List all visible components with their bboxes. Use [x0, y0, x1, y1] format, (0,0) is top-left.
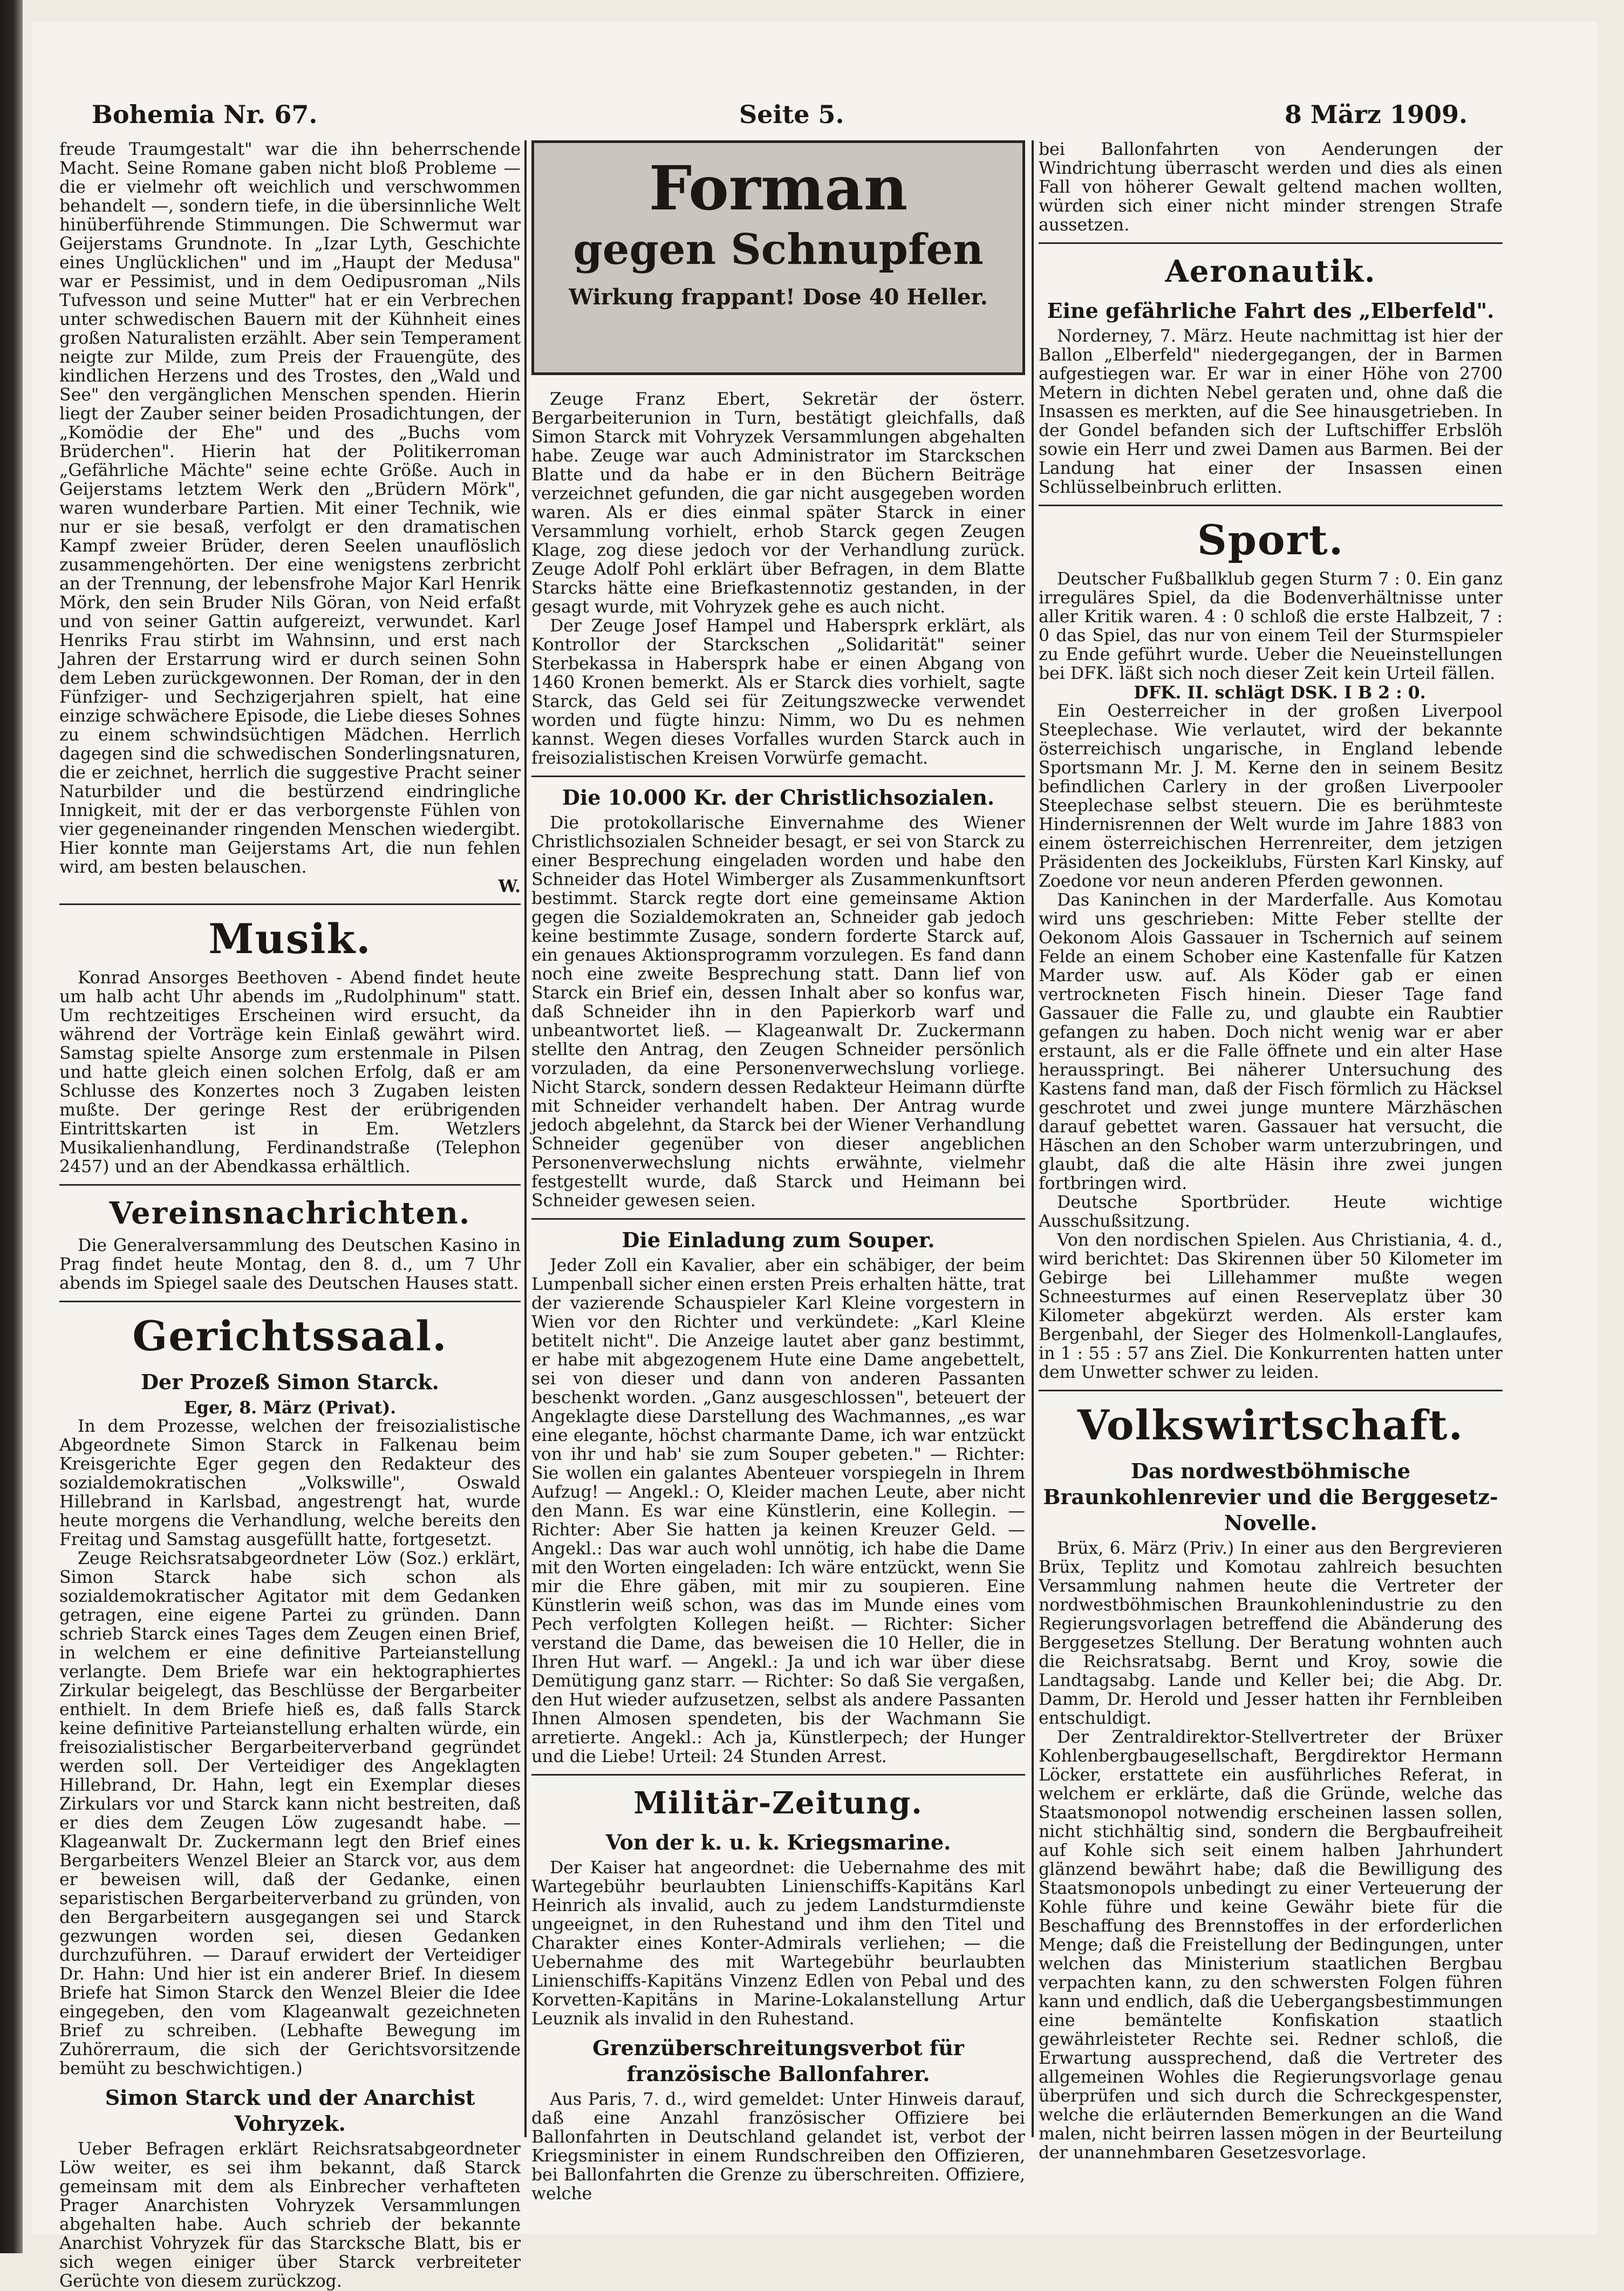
headline-elberfeld: Eine gefährliche Fahrt des „Elberfeld". — [1047, 298, 1495, 323]
article-kriegsmarine: Der Kaiser hat angeordnet: die Uebernahme des mit Wartegebühr beurlaubten Linienschiffs-Kapitäns Karl Heinrich als invalid, auch zu jedem Landsturmdienste ungeeignet, in den Ruhestand und ihm den Titel und Charakter eines Konter-Admirals verliehen; — die Uebernahme des mit Wartegebühr beurlaubten Linienschiffs-Kapitäns Vinzenz Edlen von Pebal und des Korvetten-Kapitäns in Marine-Lokalanstellung Artur Leuznik als invalid in den Ruhestand. — [531, 1858, 1025, 2029]
header-date: 8 März 1909. — [1284, 100, 1468, 129]
header-page-number: Seite 5. — [739, 100, 844, 129]
column-left — [59, 140, 521, 2291]
article-prozess-p2: Zeuge Reichsratsabgeordneter Löw (Soz.) erklärt, Simon Starck habe sich schon als sozialdemokratischer Agitator mit dem Gedanken getragen, eine eigene Partei zu gründen. Dann schrieb Starck eines Tages dem Zeugen einen Brief, in welchem er eine definitive Parteianstellung verlangte. Dem Briefe war ein hektographiertes Zirkular beigelegt, das Beschlüsse der Bergarbeiter enthielt. In dem Briefe hieß es, daß falls Starck keine definitive Parteianstellung erhalten würde, ein freisozialistischer Bergarbeiterverband gegründet werden soll. Der Verteidiger des Angeklagten Hillebrand, Dr. Hahn, legt ein Exemplar dieses Zirkulars vor und Starck kann nicht bestreiten, daß er dies dem Zeugen Löw zugesandt habe. — Klageanwalt Dr. Zuckermann legt den Brief eines Bergarbeiters Wenzel Bleier an Starck vor, aus dem er beweisen will, daß der Gedanke, einen separistischen Bergarbeiterverband zu gründen, von den Bergarbeitern ausgegangen sei und Starck gezwungen worden sei, diesen Gedanken durchzuführen. — Darauf erwidert der Verteidiger Dr. Hahn: Und hier ist ein anderer Brief. In diesem Briefe hat Simon Starck den Wenzel Bleier die Idee eingegeben, den vom Klageanwalt gezeichneten Brief zu schreiben. (Lebhafte Bewegung im Zuhörerraum, die sich der Gerichtsvorsitzende bemüht zu beschwichtigen.) — [59, 1549, 521, 2078]
article-fussball: Deutscher Fußballklub gegen Sturm 7 : 0. Ein ganz irreguläres Spiel, da die Bodenverhältnisse unter aller Kritik waren. 4 : 0 schloß die erste Halbzeit, 7 : 0 das Spiel, das nur von einem Teil der Sturmspieler zu Ende geführt wurde. Ueber die Neueinstellungen bei DFK. läßt sich noch dieser Zeit kein Urteil fällen. — [1039, 569, 1503, 683]
article-bruex-p1: Brüx, 6. März (Priv.) In einer aus den Bergrevieren Brüx, Teplitz und Komotau zahlreich besuchten Versammlung nahmen heute die Vertreter der nordwestböhmischen Braunkohlenindustrie zu den Regierungsvorlagen betreffend die Abänderung des Berggesetzes Stellung. Der Beratung wohnten auch die Reichsratsabg. Bernt und Kroy, sowie die Landtagsabg. Lande und Keller bei; die Abg. Dr. Damm, Dr. Herold und Jesser hatten ihr Fernbleiben entschuldigt. — [1039, 1539, 1503, 1728]
section-title-sport: Sport. — [1197, 516, 1345, 564]
headline-kriegsmarine: Von der k. u. k. Kriegsmarine. — [605, 1830, 951, 1854]
article-anarchist: Ueber Befragen erklärt Reichsratsabgeordneter Löw weiter, es sei ihm bekannt, daß Starck gemeinsam mit dem als Einbrecher verhafteten Prager Anarchisten Vohryzek Versammlungen abgehalten habe. Auch schrieb der bekannte Anarchist Vohryzek für das Starcksche Blatt, bis er sich wegen einiger über Starck verbreiteter Gerüchte von diesem zurückzog. — [59, 2139, 521, 2291]
article-sportbrueder: Deutsche Sportbrüder. Heute wichtige Ausschußsitzung. — [1039, 1193, 1503, 1231]
ad-brand-name: Forman — [649, 153, 908, 224]
article-ansorge: Konrad Ansorges Beethoven - Abend findet heute um halb acht Uhr abends im „Rudolphinum" statt. Um rechtzeitiges Erscheinen wird ersucht, da während der Vorträge kein Einlaß gewährt wird. Samstag spielte Ansorge zum erstenmale in Pilsen und hatte gleich einen solchen Erfolg, daß er am Schlusse des Konzertes noch 3 Zugaben leisten mußte. Der geringe Rest der erübrigenden Eintrittskarten ist in Em. Wetzlers Musikalienhandlung, Ferdinandstraße (Telephon 2457) und an der Abendkassa erhältlich. — [59, 968, 521, 1177]
headline-prozess-starck: Der Prozeß Simon Starck. — [141, 1370, 439, 1394]
advertisement-forman — [531, 140, 1025, 375]
divider — [59, 1184, 521, 1186]
section-title-volkswirtschaft: Volkswirtschaft. — [1077, 1401, 1464, 1449]
article-souper: Jeder Zoll ein Kavalier, aber ein schäbiger, der beim Lumpenball sicher einen ersten Preis erhalten hätte, trat der vazierende Schauspieler Karl Kleine vorgestern in Wien vor den Richter und verkündete: „Karl Kleine betitelt nicht". Die Anzeige lautet aber ganz bestimmt, er habe mit abgezogenem Hute eine Dame angebettelt, sei von dieser und dann von anderen Passanten beschenkt worden. „Ganz ausgeschlossen", beteuert der Angeklagte diese Darstellung des Wachmannes, „es war eine elegante, höchst charmante Dame, ich war entzückt von ihr und hab' sie zum Souper gebeten." — Richter: Sie wollen ein galantes Abenteuer vorspiegeln in Ihrem Aufzug! — Angekl.: O, Kleider machen Leute, aber nicht den Mann. Es war eine Künstlerin, eine Kollegin. — Richter: Aber Sie hatten ja keinen Kreuzer Geld. — Angekl.: Das war auch wohl unnötig, ich habe die Dame mit den Worten eingeladen: Ich wäre entzückt, wenn Sie mir die Ehre gäben, mit mir zu soupieren. Eine Künstlerin weiß schon, was das im Munde eines vom Pech verfolgten Kollegen heißt. — Richter: Sicher verstand die Dame, das beweisen die 10 Heller, die in Ihren Hut warf. — Angekl.: Ja und ich war über diese Demütigung ganz starr. — Richter: So daß Sie vergaßen, den Hut wieder aufzusetzen, selbst als andere Passanten Ihnen Almosen spendeten, bis der Wachmann Sie arretierte. Angekl.: Ach ja, Künstlerpech; der Hunger und die Liebe! Urteil: 24 Stunden Arrest. — [531, 1256, 1025, 1766]
article-ballonfahrer: Aus Paris, 7. d., wird gemeldet: Unter Hinweis darauf, daß eine Anzahl französischer Offiziere bei Ballonfahrten in Deutschland gelandet ist, verbot der Kriegsminister in einem Rundschreiben den Offizieren, bei Ballonfahrten die Grenze zu überschreiten. Offiziere, welche — [531, 2090, 1025, 2204]
article-marderfalle: Das Kaninchen in der Marderfalle. Aus Komotau wird uns geschrieben: Mitte Feber stellte der Oekonom Alois Gassauer in Tschernich auf seinem Felde an einem Schober eine Kastenfalle für Katzen Marder usw. auf. Als Köder gab er einen vertrockneten Fisch hinein. Dieser Tage fand Gassauer die Falle zu, und glaubte ein Raubtier gefangen zu haben. Doch nicht wenig war er aber erstaunt, als er die Falle öffnete und ein alter Hase herausspringt. Bei näherer Untersuchung des Kastens fand man, daß der Fisch förmlich zu Häcksel geschrotet und zwei junge muntere Märzhäschen darauf gebettet waren. Gassauer hat versucht, die Häschen an den Schober warm unterzubringen, und glaubt, daß die alte Häsin ihre zwei jungen fortbringen wird. — [1039, 890, 1503, 1193]
divider — [1039, 505, 1503, 506]
ad-tagline: gegen Schnupfen — [573, 225, 984, 274]
divider — [1039, 242, 1503, 244]
divider — [59, 1301, 521, 1302]
dateline-eger: Eger, 8. März (Privat). — [183, 1398, 397, 1418]
column-rule-2 — [1032, 140, 1034, 2137]
column-middle — [531, 140, 1025, 2204]
page-header — [59, 100, 1468, 143]
headline-10000-kronen: Die 10.000 Kr. der Christlichsozialen. — [562, 785, 995, 810]
header-issue: Bohemia Nr. 67. — [92, 100, 318, 129]
headline-braunkohlenrevier: Das nordwestböhmische Braunkohlenrevier und die Berggesetz-Novelle. — [1043, 1459, 1498, 1535]
article-hampel: Der Zeuge Josef Hampel und Habersprk erklärt, als Kontrollor der Starckschen „Solidarität" seiner Sterbekassa in Habersprk habe er einen Abgang von 1460 Kronen bemerkt. Als er Starck dies vorhielt, sagte Starck, das Geld sei für Zeitungszwecke verwendet worden und fügte hinzu: Nimm, wo Du es nehmen kannst. Wegen dieses Vorfalles wurden Starck auch in freisozialistischen Kreisen Vorwürfe gemacht. — [531, 616, 1025, 768]
article-ballon-cont: bei Ballonfahrten von Aenderungen der Windrichtung überrascht werden und dies als einen Fall von höherer Gewalt geltend machen wollten, würden sich einer nicht minder strengen Strafe aussetzen. — [1039, 140, 1503, 235]
section-title-vereinsnachrichten: Vereinsnachrichten. — [109, 1195, 471, 1231]
divider — [1039, 1390, 1503, 1391]
article-kasino: Die Generalversammlung des Deutschen Kasino in Prag findet heute Montag, den 8. d., um 7 Uhr abends im Spiegel saale des Deutschen Hauses statt. — [59, 1236, 521, 1293]
article-christlichsoziale: Die protokollarische Einvernahme des Wiener Christlichsozialen Schneider besagt, er sei von Starck zu einer Besprechung eingeladen worden und habe den Schneider das Hotel Wimberger als Zusammenkunftsort bestimmt. Starck regte dort eine gemeinsame Aktion gegen die Sozialdemokraten an, Schneider gab jedoch keine bestimmte Zusage, sondern forderte Starck auf, ein genaues Aktionsprogramm vorzulegen. Es fand dann noch eine zweite Besprechung statt. Dann lief von Starck ein Brief ein, dessen Inhalt aber so konfus war, daß Schneider ihn in den Papierkorb warf und unbeantwortet ließ. — Klageanwalt Dr. Zuckermann stellte den Antrag, den Zeugen Schneider persönlich vorzuladen, da eine Personenverwechslung vorliege. Nicht Starck, sondern dessen Redakteur Heimann dürfte mit Schneider verhandelt haben. Der Antrag wurde jedoch abgelehnt, da Starck bei der Wiener Verhandlung Schneider gegenüber von dieser angeblichen Personenverwechslung nichts erwähnte, vielmehr festgestellt wurde, daß Starck und Heimann bei Schneider gewesen seien. — [531, 813, 1025, 1211]
section-title-gerichtssaal: Gerichtssaal. — [132, 1312, 448, 1360]
divider — [531, 1774, 1025, 1776]
article-prozess-p1: In dem Prozesse, welchen der freisozialistische Abgeordnete Simon Starck in Falkenau beim Kreisgerichte Eger gegen den Redakteur des sozialdemokratischen „Volkswille", Oswald Hillebrand in Karlsbad, angestrengt hat, wurde heute morgens die Verhandlung, welche bereits den Freitag und Samstag ausgefüllt hatte, fortgesetzt. — [59, 1417, 521, 1549]
article-signature: W. — [498, 876, 521, 896]
ad-price: Wirkung frappant! Dose 40 Heller. — [569, 284, 988, 310]
headline-souper: Die Einladung zum Souper. — [622, 1228, 935, 1252]
article-liverpool: Ein Oesterreicher in der großen Liverpool Steeplechase. Wie verlautet, wird der bekannte österreichisch ungarische, in England lebende Sportsmann Mr. J. M. Kerne den in seinem Besitz befindlichen Carlery in der großen Liverpooler Steeplechase selbst steuern. Die es berühmteste Hindernisrennen der Welt wurde im Jahre 1883 von einem österreichischen Herrenreiter, dem jetzigen Präsidenten des Jockeiklubs, Fürsten Karl Kinsky, auf Zoedone vor neun anderen Pferden gewonnen. — [1039, 702, 1503, 891]
article-ebert: Zeuge Franz Ebert, Sekretär der österr. Bergarbeiterunion in Turn, bestätigt gleichfalls, daß Simon Starck mit Vohryzek Versammlungen abgehalten habe. Zeuge war auch Administrator im Starckschen Blatte und da habe er in den Büchern Beiträge verzeichnet gefunden, die gar nicht ausgegeben worden waren. Als er dies einmal später Starck in einer Versammlung vorhielt, erhob Starck gegen Zeugen Klage, zog diese jedoch vor der Verhandlung zurück. Zeuge Adolf Pohl erklärt über Befragen, in dem Blatte Starcks hätte eine Briefkastennotiz gestanden, in der gesagt wurde, mit Vohryzek gehe es auch nicht. — [531, 390, 1025, 617]
divider — [531, 1218, 1025, 1220]
column-rule-1 — [524, 140, 527, 2137]
section-title-musik: Musik. — [208, 915, 372, 963]
section-title-aeronautik: Aeronautik. — [1165, 254, 1376, 289]
article-elberfeld: Norderney, 7. März. Heute nachmittag ist hier der Ballon „Elberfeld" niedergegangen, der in Barmen aufgestiegen war. Er war in einer Höhe von 2700 Metern in dichten Nebel geraten und, ohne daß die Insassen es merkten, auf die See hinausgetrieben. In der Gondel befanden sich der Luftschiffer Erbslöh sowie ein Herr und zwei Damen aus Barmen. Bei der Landung hat einer der Insassen einen Schlüsselbeinbruch erlitten. — [1039, 327, 1503, 497]
article-dfk-score: DFK. II. schlägt DSK. I B 2 : 0. — [1134, 683, 1426, 703]
headline-ballonfahrer: Grenzüberschreitungsverbot für französische Ballonfahrer. — [592, 2036, 964, 2086]
article-nordische-spiele: Von den nordischen Spielen. Aus Christiania, 4. d., wird berichtet: Das Skirennen über 50 Kilometer im Gebirge bei Lillehammer mußte wegen Schneesturmes auf einen Reserveplatz über 30 Kilometer abgekürzt werden. Als erster kam Bergenbahl, der Sieger des Holmenkoll-Langlaufes, in 1 : 55 : 57 ans Ziel. Die Konkurrenten hatten unter dem Unwetter schwer zu leiden. — [1039, 1231, 1503, 1382]
article-geijerstam: freude Traumgestalt" war die ihn beherrschende Macht. Seine Romane gaben nicht bloß Probleme — die er vielmehr oft weichlich und verschwommen behandelt —, sondern tiefe, in die übersinnliche Welt hinüberführende Stimmungen. Die Schwermut war Geijerstams Grundnote. In „Izar Lyth, Geschichte eines Unglücklichen" und im „Haupt der Medusa" war er Pessimist, und in dem Oedipusroman „Nils Tufvesson und seine Mutter" hat er ein Verbrechen unter schwedischen Bauern mit der Kühnheit eines großen Naturalisten erzählt. Aber sein Temperament neigte zur Milde, zum Preis der Frauengüte, des kindlichen Herzens und des Trostes, den „Wald und See" den vergänglichen Menschen spenden. Hierin liegt der Zauber seiner beiden Prosadichtungen, der „Komödie der Ehe" und des „Buchs vom Brüderchen". Hierin hat der Politikerroman „Gefährliche Mächte" seine echte Größe. Auch in Geijerstams letztem Werk den „Brüdern Mörk", waren wunderbare Partien. Mit einer Technik, wie nur er sie besaß, verfolgt er den dramatischen Kampf zweier Brüder, deren Seelen unauflöslich zusammengehörten. Der eine wenigstens zerbricht an der Trennung, der lebensfrohe Major Karl Henrik Mörk, den sein Bruder Nils Göran, von Neid erfaßt und von seiner Gattin aufgereizt, verwundet. Karl Henriks Frau stirbt im Wahnsinn, und erst nach Jahren der Erstarrung wird er durch seinen Sohn dem Leben zurückgewonnen. Der Roman, der in den Fünfziger- und Sechzigerjahren spielt, hat eine einzige schwächere Episode, die Liebe dieses Sohnes zu einem schwindsüchtigen Mädchen. Herrlich dagegen sind die schwedischen Sonderlingsnaturen, die er zeichnet, herrlich die suggestive Pracht seiner Naturbilder und die bestürzend eindringliche Innigkeit, mit der er das verborgenste Fühlen von vier gegeneinander ringenden Menschen wiedergibt. Hier konnte man Geijerstams Art, die nun fehlen wird, am besten belauschen. — [59, 140, 521, 877]
article-bruex-p2: Der Zentraldirektor-Stellvertreter der Brüxer Kohlenbergbaugesellschaft, Bergdirektor Hermann Löcker, erstattete ein ausführliches Referat, in welchem er erklärte, daß die Gründe, welche das Staatsmonopol notwendig erscheinen lassen sollen, nicht stichhältig sind, sondern die Bergbaufreiheit auf Kohle sich seit einem halben Jahrhundert glänzend bewährt habe; daß die Bewilligung des Staatsmonopols unbedingt zu einer Verteuerung der Kohle führe und keine Gewähr biete für die Beschaffung des Brennstoffes in der erforderlichen Menge; daß die Freistellung der Bedingungen, unter welchen das Ministerium staatlichen Bergbau verpachten kann, zu den schwersten Folgen führen kann und endlich, daß die Uebergangsbestimmungen eine bemäntelte Konfiskation staatlich gewährleisteter Rechte sei. Redner schloß, die Erwartung aussprechend, daß die Vertreter des allgemeinen Wohles die Regierungsvorlage genau überprüfen und sich durch die Schreckgespenster, welche die erläuternden Bemerkungen an die Wand malen, nicht beirren lassen mögen in der Beurteilung der unannehmbaren Gesetzesvorlage. — [1039, 1728, 1503, 2163]
scan-left-edge — [0, 0, 23, 2253]
headline-anarchist: Simon Starck und der Anarchist Vohryzek. — [105, 2085, 475, 2136]
column-right — [1039, 140, 1503, 2163]
section-title-militaer: Militär-Zeitung. — [633, 1785, 923, 1821]
divider — [59, 903, 521, 905]
divider — [531, 776, 1025, 777]
